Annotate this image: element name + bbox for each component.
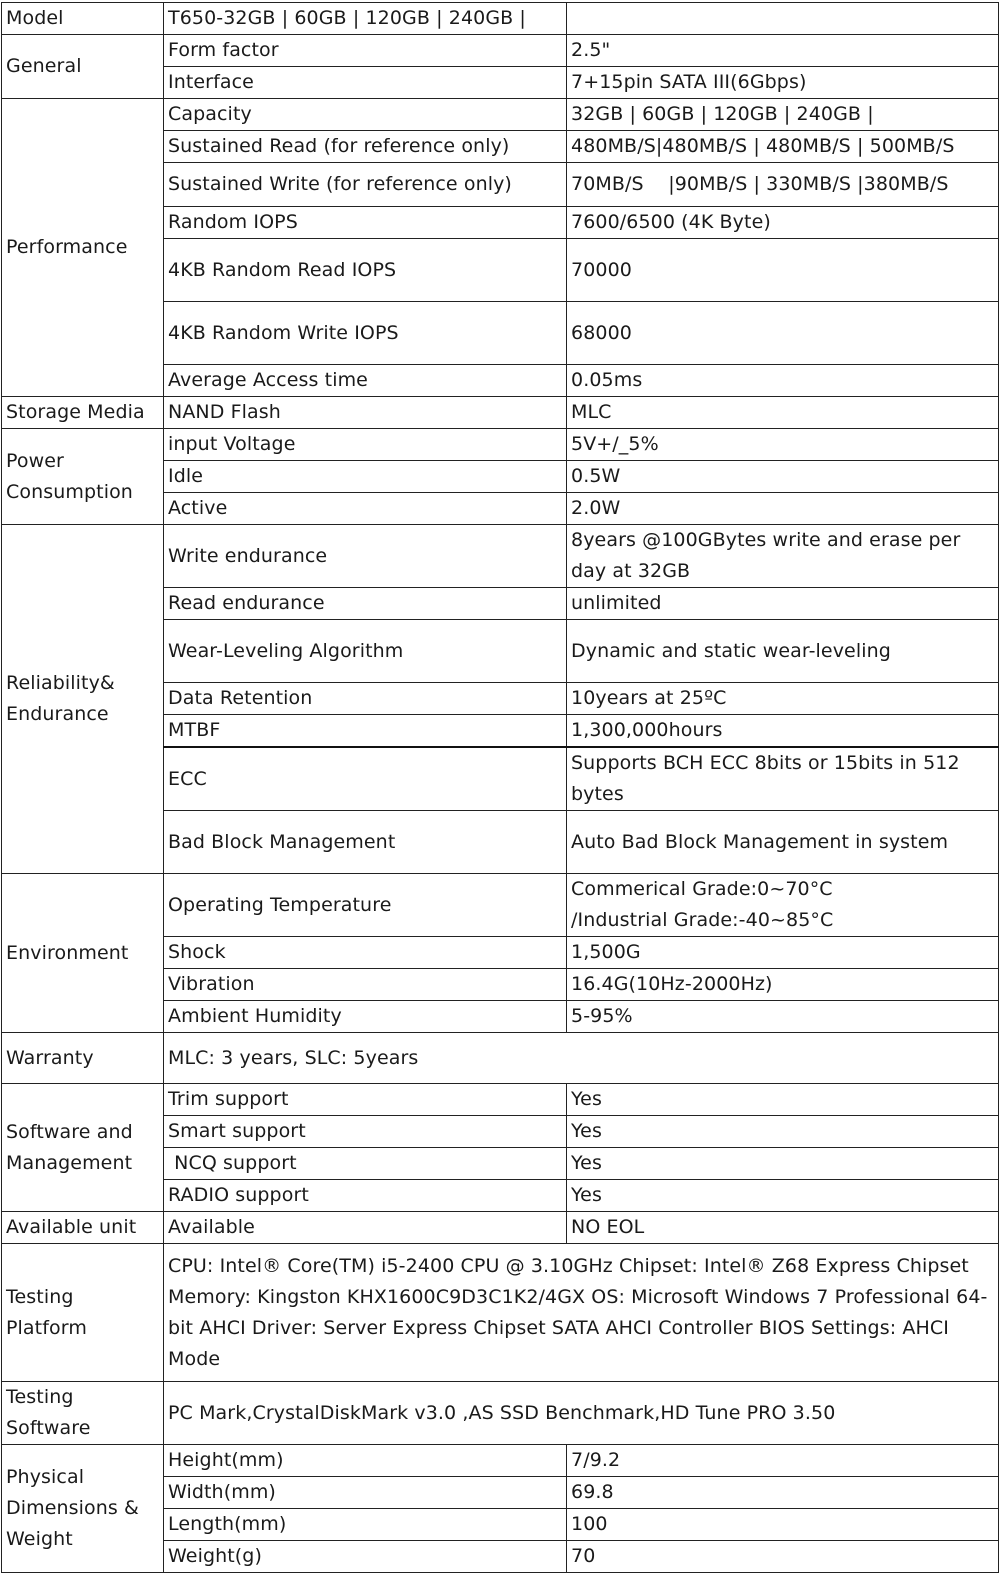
spec-name: Available [164, 1212, 567, 1244]
spec-row [2, 1244, 999, 1382]
spec-name: Length(mm) [164, 1509, 567, 1541]
spec-value: 7+15pin SATA III(6Gbps) [567, 67, 999, 99]
spec-name: Trim support [164, 1084, 567, 1116]
spec-name: Idle [164, 461, 567, 493]
spec-value: Yes [567, 1084, 999, 1116]
spec-row [2, 874, 999, 937]
spec-name: Weight(g) [164, 1541, 567, 1573]
spec-table [1, 2, 999, 1573]
spec-value: 1,300,000hours [567, 715, 999, 748]
spec-name: Data Retention [164, 683, 567, 715]
spec-value: 5V+/_5% [567, 429, 999, 461]
spec-name: Sustained Read (for reference only) [164, 131, 567, 163]
category-software: Software and Management [2, 1084, 164, 1212]
spec-value: 70000 [567, 239, 999, 302]
spec-name: Form factor [164, 35, 567, 67]
spec-value: Yes [567, 1180, 999, 1212]
spec-name: NAND Flash [164, 397, 567, 429]
spec-value: Supports BCH ECC 8bits or 15bits in 512 bytes [567, 747, 999, 811]
spec-value: 2.0W [567, 493, 999, 525]
spec-name: Random IOPS [164, 207, 567, 239]
spec-row [2, 1033, 999, 1084]
spec-row [2, 1382, 999, 1445]
spec-value: 10years at 25ºC [567, 683, 999, 715]
category-warranty: Warranty [2, 1033, 164, 1084]
spec-name: Capacity [164, 99, 567, 131]
testing-platform-value: CPU: Intel® Core(TM) i5-2400 CPU @ 3.10GHz Chipset: Intel® Z68 Express Chipset Memory: Kingston KHX1600C9D3C1K2/4GX OS: Microsoft Windows 7 Professional 64-bit AHCI Driver: Server Express Chipset SATA AHCI Controller BIOS Settings: AHCI Mode [164, 1244, 999, 1382]
category-testing-software: Testing Software [2, 1382, 164, 1445]
spec-name: Operating Temperature [164, 874, 567, 937]
spec-value: 70MB/S |90MB/S | 330MB/S |380MB/S [567, 163, 999, 207]
spec-name: Height(mm) [164, 1445, 567, 1477]
spec-name: Wear-Leveling Algorithm [164, 620, 567, 683]
spec-row [2, 525, 999, 588]
category-reliability: Reliability& Endurance [2, 525, 164, 874]
spec-name: Write endurance [164, 525, 567, 588]
spec-value: 8years @100GBytes write and erase per day at 32GB [567, 525, 999, 588]
spec-name: 4KB Random Read IOPS [164, 239, 567, 302]
spec-value: Dynamic and static wear-leveling [567, 620, 999, 683]
spec-name: Interface [164, 67, 567, 99]
spec-name: MTBF [164, 715, 567, 748]
model-row [2, 3, 999, 35]
spec-name: Width(mm) [164, 1477, 567, 1509]
spec-value: 7600/6500 (4K Byte) [567, 207, 999, 239]
spec-value: 70 [567, 1541, 999, 1573]
spec-value: 16.4G(10Hz-2000Hz) [567, 969, 999, 1001]
spec-value: MLC [567, 397, 999, 429]
category-environment: Environment [2, 874, 164, 1033]
model-value: T650-32GB | 60GB | 120GB | 240GB | [164, 3, 567, 35]
spec-row [2, 1445, 999, 1477]
spec-value: 0.5W [567, 461, 999, 493]
spec-name: Active [164, 493, 567, 525]
spec-value: 68000 [567, 302, 999, 365]
spec-name: Sustained Write (for reference only) [164, 163, 567, 207]
category-available: Available unit [2, 1212, 164, 1244]
spec-value: 0.05ms [567, 365, 999, 397]
spec-row [2, 35, 999, 67]
category-power: Power Consumption [2, 429, 164, 525]
spec-value: 5-95% [567, 1001, 999, 1033]
spec-name: Ambient Humidity [164, 1001, 567, 1033]
spec-name: Shock [164, 937, 567, 969]
spec-row [2, 429, 999, 461]
spec-value: 32GB | 60GB | 120GB | 240GB | [567, 99, 999, 131]
spec-row [2, 1212, 999, 1244]
category-general: General [2, 35, 164, 99]
spec-value: 480MB/S|480MB/S | 480MB/S | 500MB/S [567, 131, 999, 163]
spec-row [2, 397, 999, 429]
spec-value: Commerical Grade:0~70°C /Industrial Grade:-40~85°C [567, 874, 999, 937]
category-testing-platform: Testing Platform [2, 1244, 164, 1382]
spec-name: Read endurance [164, 588, 567, 620]
spec-name: Vibration [164, 969, 567, 1001]
category-storage: Storage Media [2, 397, 164, 429]
spec-name: Smart support [164, 1116, 567, 1148]
spec-name: ECC [164, 747, 567, 811]
spec-name: 4KB Random Write IOPS [164, 302, 567, 365]
spec-name: input Voltage [164, 429, 567, 461]
spec-value: 69.8 [567, 1477, 999, 1509]
model-label: Model [2, 3, 164, 35]
warranty-value: MLC: 3 years, SLC: 5years [164, 1033, 999, 1084]
testing-software-value: PC Mark,CrystalDiskMark v3.0 ,AS SSD Benchmark,HD Tune PRO 3.50 [164, 1382, 999, 1445]
model-empty [567, 3, 999, 35]
spec-value: 100 [567, 1509, 999, 1541]
spec-value: 7/9.2 [567, 1445, 999, 1477]
spec-name: Bad Block Management [164, 811, 567, 874]
spec-name: RADIO support [164, 1180, 567, 1212]
spec-value: 1,500G [567, 937, 999, 969]
spec-row [2, 99, 999, 131]
spec-row [2, 1084, 999, 1116]
spec-value: Auto Bad Block Management in system [567, 811, 999, 874]
category-physical: Physical Dimensions & Weight [2, 1445, 164, 1573]
spec-value: Yes [567, 1116, 999, 1148]
spec-value: 2.5" [567, 35, 999, 67]
category-performance: Performance [2, 99, 164, 397]
spec-value: unlimited [567, 588, 999, 620]
spec-value: NO EOL [567, 1212, 999, 1244]
spec-value: Yes [567, 1148, 999, 1180]
spec-name: Average Access time [164, 365, 567, 397]
spec-name: NCQ support [164, 1148, 567, 1180]
